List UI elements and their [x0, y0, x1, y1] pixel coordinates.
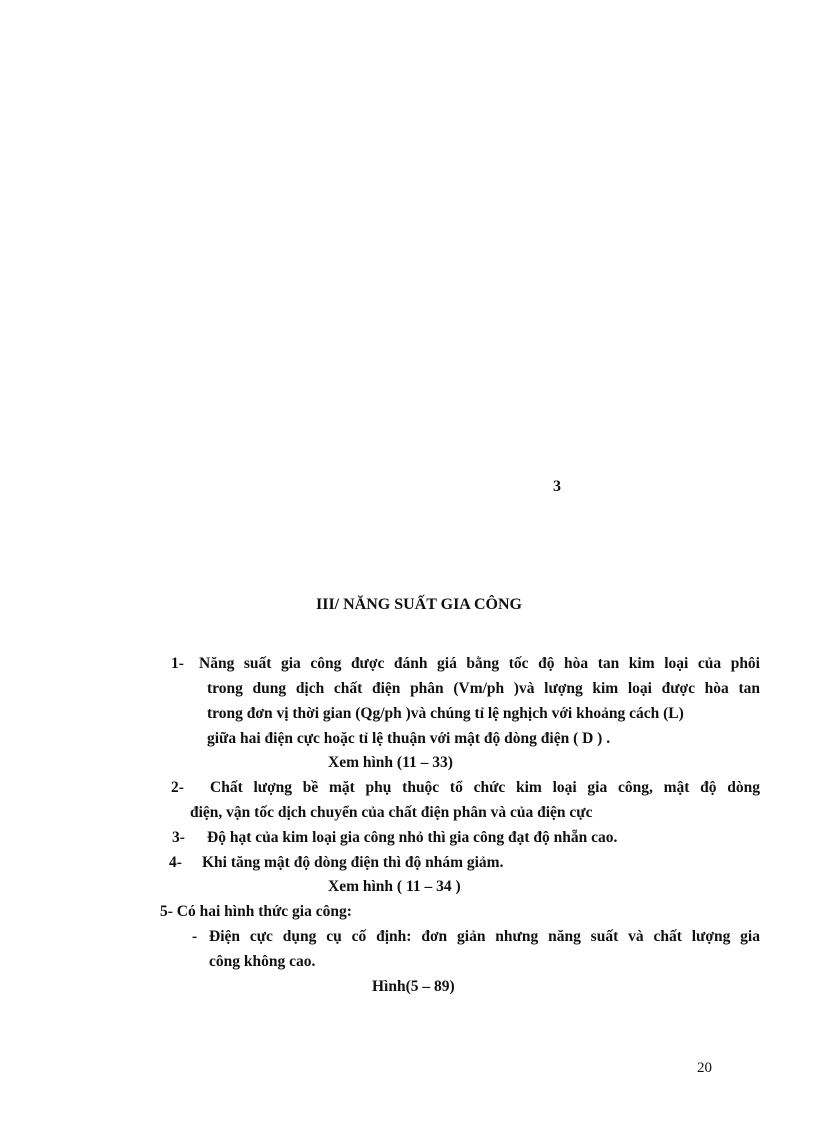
figure-marker: 3 [553, 478, 561, 495]
item-2-line-1: Chất lượng bề mặt phụ thuộc tổ chức kim loại gia công, mật độ dòng [210, 779, 760, 796]
item-3-number: 3- [172, 829, 185, 846]
page-number: 20 [697, 1060, 712, 1076]
item-1-number: 1- [171, 655, 184, 672]
item-1-line-4: giữa hai điện cực hoặc tỉ lệ thuận với mật độ dòng điện ( D ) . [207, 730, 611, 747]
item-5-bullet: - [192, 928, 198, 945]
item-5-text: 5- Có hai hình thức gia công: [160, 903, 352, 920]
item-1-line-3: trong đơn vị thời gian (Qg/ph )và chúng tỉ lệ nghịch với khoảng cách (L) [207, 705, 684, 722]
item-2-line-2: điện, vận tốc dịch chuyển của chất điện phân và của điện cực [190, 804, 593, 821]
section-heading: III/ NĂNG SUẤT GIA CÔNG [316, 596, 522, 613]
item-5-figure-ref: Hình(5 – 89) [372, 978, 455, 995]
item-1-line-1: Năng suất gia công được đánh giá bằng tốc độ hòa tan kim loại của phôi [199, 655, 760, 672]
item-4-number: 4- [169, 854, 182, 871]
item-1-line-2: trong dung dịch chất điện phân (Vm/ph )và lượng kim loại được hòa tan [207, 680, 760, 697]
item-2-number: 2- [171, 779, 184, 796]
item-5-sub-line-1: Điện cực dụng cụ cố định: đơn giản nhưng năng suất và chất lượng gia [209, 928, 760, 945]
item-4-figure-ref: Xem hình ( 11 – 34 ) [328, 878, 461, 895]
item-3-text: Độ hạt của kim loại gia công nhỏ thì gia công đạt độ nhẵn cao. [207, 829, 618, 846]
item-4-text: Khi tăng mật độ dòng điện thì độ nhám giảm. [202, 854, 504, 871]
item-5-sub-line-2: công không cao. [209, 953, 316, 970]
item-1-figure-ref: Xem hình (11 – 33) [328, 754, 453, 771]
